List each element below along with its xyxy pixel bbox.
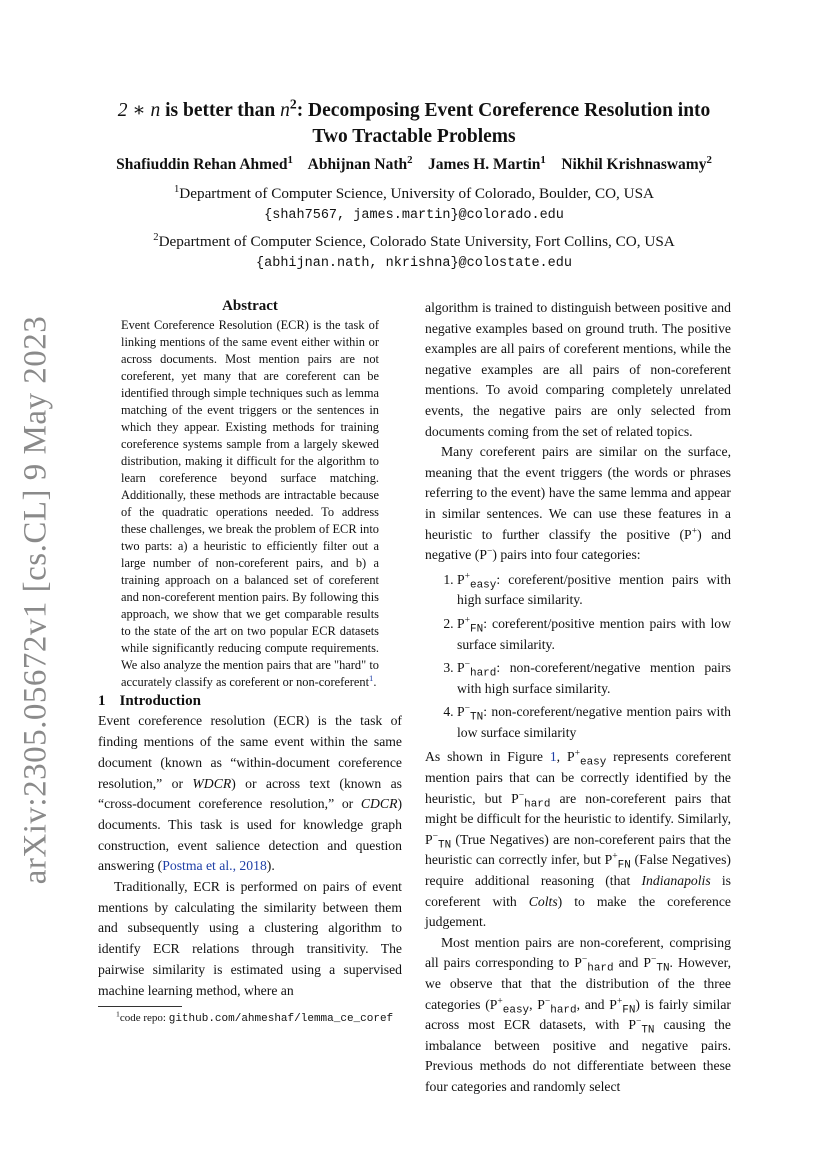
author-list — [60, 153, 768, 174]
email-list[interactable]: {abhijnan.nath, nkrishna}@colostate.edu — [256, 256, 572, 271]
abstract-text: Event Coreference Resolution (ECR) is the task of linking mentions of the same event either within or across documents. Most mention pairs are not coreferent, yet many that are coreferent can be identified through simple techniques such as lemma matching of the event triggers or the sentences in which they appear. Existing methods for training coreference systems sample from a largely skewed distribution, making it difficult for the algorithm to learn coreference beyond surface matching. Additionally, these methods are intractable because of the quadratic operations needed. To address these challenges, we break the problem of ECR into two parts: a) a heuristic to efficiently filter out a large number of non-coreferent pairs, and b) a training approach on a balanced set of coreferent and non-coreferent mention pairs. By following this approach, we show that we get comparable results to the state of the art on two popular ECR datasets while significantly reducing compute requirements. We also analyze the mention pairs that are "hard" to accurately classify as coreferent or non-coreferent$^1$. — [121, 317, 379, 689]
author: Abhijnan Nath$^2$ — [307, 153, 413, 173]
intro-paragraph-1: Event coreference resolution (ECR) is the task of finding mentions of the same event within the same document (known as “within-document coreference resolution,” or WDCR) or across text (known as “cross-document coreference resolution,” or CDCR) documents. This task is used for knowledge graph construction, event salience detection and question answering (Postma et al., 2018). — [98, 713, 402, 874]
affiliation-1: $^1$Department of Computer Science, University of Colorado, Boulder, CO, USA {shah7567, james.martin}@colorado.edu — [173, 183, 655, 223]
category-list — [425, 570, 731, 744]
paper-title: 2 ∗ n is better than $n^2$: Decomposing Event Coreference Resolution into Two Tractable Problems — [117, 96, 711, 147]
arxiv-sidebar-stamp — [14, 315, 58, 885]
citation-link[interactable]: Postma et al., 2018 — [162, 858, 267, 874]
author: Shafiuddin Rehan Ahmed$^1$ — [116, 153, 293, 173]
intro-paragraph-2: Traditionally, ECR is performed on pairs of event mentions by calculating the similarity between them and subsequently using a clustering algorithm to identify ECR relations through transitivity. The pairwise similarity is estimated using a supervised machine learning method, where an — [98, 879, 402, 998]
section-heading-introduction: 1 Introduction — [98, 692, 201, 709]
right-column — [425, 298, 731, 1098]
list-item: 4. $P^-_{TN}$: non-coreferent/negative mention pairs with low surface similarity — [457, 702, 731, 743]
list-item: 1. $P^+_{easy}$: coreferent/positive mention pairs with high surface similarity. — [457, 570, 731, 611]
left-column — [98, 296, 402, 1026]
code-repo-url[interactable]: github.com/ahmeshaf/lemma_ce_coref — [168, 1013, 394, 1026]
paragraph: Many coreferent pairs are similar on the surface, meaning that the event triggers (the words or phrases referring to the event) have the same lemma and appear in similar sentences. We can use these features in a heuristic to further classify the positive (P+) and negative (P−) pairs into four categories: — [425, 444, 731, 563]
footnote-divider — [98, 1006, 182, 1007]
footnote: $^1$code repo: github.com/ahmeshaf/lemma_ce_coref — [116, 1009, 394, 1026]
figure-link[interactable]: 1 — [549, 749, 557, 765]
author: James H. Martin$^1$ — [428, 153, 546, 173]
paragraph: As shown in Figure 1, $P^+_{easy}$ represents coreferent mention pairs that can be correctly identified by the heuristic, but $P^-_{hard}$ are non-coreferent pairs that might be difficult for the heuristic to identify. Similarly, $P^-_{TN}$ (True Negatives) are non-coreferent pairs that the heuristic can correctly infer, but $P^+_{FN}$ (False Negatives) require additional reasoning (that Indianapolis is coreferent with Colts) to make the coreference judgement. — [425, 747, 731, 930]
footnote-ref[interactable]: 1 — [369, 672, 374, 683]
abstract-heading: Abstract — [222, 298, 278, 314]
affiliation-2: $^2$Department of Computer Science, Colorado State University, Fort Collins, CO, USA {abhijnan.nath, nkrishna}@colostate.edu — [153, 231, 675, 271]
list-item: 2. $P^+_{FN}$: coreferent/positive mention pairs with low surface similarity. — [457, 614, 731, 655]
paragraph: Most mention pairs are non-coreferent, comprising all pairs corresponding to $P^-_{hard}$ and $P^-_{TN}$. However, we observe that that the distribution of the three categories ($P^+_{easy}$, $P^-_{hard}$, and $P^+_{FN}$) is fairly similar across most ECR datasets, with $P^-_{TN}$ causing the imbalance between positive and negative pairs. Previous methods do not differentiate between these four categories and randomly select — [425, 934, 731, 1094]
author: Nikhil Krishnaswamy$^2$ — [561, 153, 712, 173]
list-item: 3. $P^-_{hard}$: non-coreferent/negative mention pairs with high surface similarity. — [457, 658, 731, 699]
paragraph: algorithm is trained to distinguish between positive and negative examples based on ground truth. The positive examples are all pairs of coreferent mentions, while the negative examples are all pairs of non-coreferent mentions. To avoid comparing completely unrelated events, the negative pairs are only selected from documents coming from the set of related topics. — [425, 300, 731, 439]
arxiv-identifier: arXiv:2305.05672v1 [cs.CL] 9 May 2023 — [17, 315, 54, 885]
email-list[interactable]: {shah7567, james.martin}@colorado.edu — [264, 208, 564, 223]
